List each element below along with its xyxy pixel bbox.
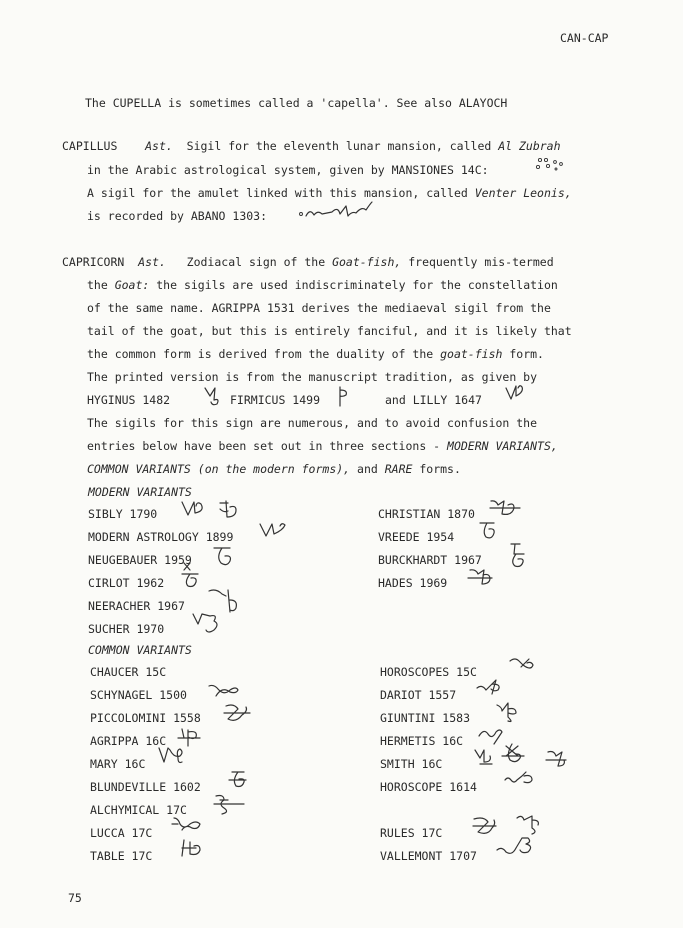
capillus-line-4: is recorded by ABANO 1303: xyxy=(87,209,268,223)
entry-dariot: DARIOT 1557 xyxy=(380,688,457,702)
capricorn-line-2 xyxy=(87,278,558,292)
firmicus-capricorn-sigil-icon xyxy=(334,384,354,408)
sibly-sigil-2-icon xyxy=(216,497,246,521)
capricorn-text-2a: the xyxy=(87,278,115,292)
capricorn-line-3: of the same name. AGRIPPA 1531 derives the mediaeval sigil from the xyxy=(87,301,551,315)
entry-sibly: SIBLY 1790 xyxy=(88,507,158,521)
capricorn-line-1 xyxy=(62,255,554,269)
hyginus-capricorn-sigil-icon xyxy=(202,384,226,408)
capricorn-line-7b: FIRMICUS 1499 xyxy=(230,393,321,407)
entry-neeracher: NEERACHER 1967 xyxy=(88,599,185,613)
capricorn-and: and xyxy=(350,462,385,476)
capricorn-text-5a: the common form is derived from the duality of the xyxy=(87,347,441,361)
hades-sigil-icon xyxy=(466,566,496,590)
capricorn-line-8: The sigils for this sign are numerous, and to avoid confusion the xyxy=(87,416,538,430)
entry-piccolomini: PICCOLOMINI 1558 xyxy=(90,711,201,725)
rules-sigil-2-icon xyxy=(514,812,542,836)
capillus-text-3: A sigil for the amulet linked with this mansion, called xyxy=(87,186,475,200)
sucher-sigil-icon xyxy=(190,610,224,638)
smith-sigil-2-icon xyxy=(500,742,528,768)
entry-hermetis: HERMETIS 16C xyxy=(380,734,464,748)
entry-vallemont: VALLEMONT 1707 xyxy=(380,849,477,863)
entry-table: TABLE 17C xyxy=(90,849,153,863)
table-sigil-icon xyxy=(176,836,206,862)
entry-smith: SMITH 16C xyxy=(380,757,443,771)
capricorn-goat-fish: Goat-fish, xyxy=(332,255,402,269)
horoscope-1614-sigil-icon xyxy=(502,768,538,790)
capillus-al-zubrah: Al Zubrah xyxy=(498,139,561,153)
entry-vreede: VREEDE 1954 xyxy=(378,530,455,544)
cupella-note: The CUPELLA is sometimes called a 'capella'. See also ALAYOCH xyxy=(85,96,508,110)
smith-sigil-1-icon xyxy=(472,746,496,770)
vreede-sigil-icon xyxy=(476,518,504,542)
vallemont-sigil-icon xyxy=(494,834,534,860)
modern-astrology-sigil-icon xyxy=(257,520,291,542)
entry-hades: HADES 1969 xyxy=(378,576,448,590)
capillus-line-2: in the Arabic astrological system, given by MANSIONES 14C: xyxy=(87,163,489,177)
entry-rules: RULES 17C xyxy=(380,826,443,840)
schynagel-sigil-icon xyxy=(206,680,242,702)
entry-blundeville: BLUNDEVILLE 1602 xyxy=(90,780,201,794)
burckhardt-sigil-icon xyxy=(506,540,532,570)
entry-lucca: LUCCA 17C xyxy=(90,826,153,840)
capricorn-line-4: tail of the goat, but this is entirely fanciful, and it is likely that xyxy=(87,324,572,338)
capricorn-headword: CAPRICORN xyxy=(62,255,125,269)
smith-sigil-3-icon xyxy=(544,748,568,772)
capricorn-goat: Goat: xyxy=(114,278,150,292)
entry-horoscope: HOROSCOPE 1614 xyxy=(380,780,477,794)
capricorn-text-1a: Zodiacal sign of the xyxy=(186,255,333,269)
capricorn-text-2c: the sigils are used indiscriminately for the constellation xyxy=(149,278,558,292)
entry-horoscopes: HOROSCOPES 15C xyxy=(380,665,477,679)
entry-mary: MARY 16C xyxy=(90,757,146,771)
capricorn-line-10 xyxy=(87,462,461,476)
capillus-tag: Ast. xyxy=(145,139,173,153)
capricorn-line-7a: HYGINUS 1482 xyxy=(87,393,171,407)
mary-sigil-icon xyxy=(156,744,186,770)
dariot-sigil-icon xyxy=(474,676,504,698)
horoscopes-sigil-icon xyxy=(507,653,537,677)
cirlot-sigil-icon xyxy=(176,560,206,590)
capillus-line-1 xyxy=(62,139,561,153)
capricorn-tag: Ast. xyxy=(138,255,166,269)
mansiones-dot-sigil-icon xyxy=(534,156,568,174)
capricorn-line-7c: and LILLY 1647 xyxy=(385,393,482,407)
section-modern-variants: MODERN VARIANTS xyxy=(88,485,192,499)
entry-burckhardt: BURCKHARDT 1967 xyxy=(378,553,482,567)
christian-sigil-icon xyxy=(488,496,524,520)
entry-modern-astrology: MODERN ASTROLOGY 1899 xyxy=(88,530,234,544)
capricorn-line-5 xyxy=(87,347,544,361)
capricorn-common-variants-ref: COMMON VARIANTS (on the modern forms), xyxy=(87,462,351,476)
blundeville-sigil-icon xyxy=(226,768,250,792)
entry-neugebauer: NEUGEBAUER 1959 xyxy=(88,553,192,567)
capricorn-goat-fish-2: goat-fish xyxy=(440,347,503,361)
capricorn-text-9a: entries below have been set out in three sections - xyxy=(87,439,448,453)
abano-sigil-icon xyxy=(296,198,374,222)
capricorn-text-1c: frequently mis-termed xyxy=(401,255,554,269)
neugebauer-sigil-icon xyxy=(210,543,238,569)
capricorn-modern-variants-ref: MODERN VARIANTS, xyxy=(447,439,558,453)
capricorn-line-9 xyxy=(87,439,558,453)
lucca-sigil-icon xyxy=(170,814,204,836)
entry-schynagel: SCHYNAGEL 1500 xyxy=(90,688,187,702)
piccolomini-sigil-icon xyxy=(222,701,252,725)
capricorn-line-6: The printed version is from the manuscript tradition, as given by xyxy=(87,370,538,384)
capillus-text-1: Sigil for the eleventh lunar mansion, called xyxy=(186,139,499,153)
entry-alchymical: ALCHYMICAL 17C xyxy=(90,803,187,817)
sibly-sigil-1-icon xyxy=(179,497,209,519)
running-head: CAN-CAP xyxy=(560,31,609,45)
capricorn-rare-ref: RARE xyxy=(384,462,413,476)
capricorn-text-5c: form. xyxy=(502,347,544,361)
section-common-variants: COMMON VARIANTS xyxy=(88,643,192,657)
lilly-capricorn-sigil-icon xyxy=(504,382,528,404)
entry-agrippa: AGRIPPA 16C xyxy=(90,734,167,748)
capillus-venter-leonis: Venter Leonis, xyxy=(474,186,572,200)
entry-giuntini: GIUNTINI 1583 xyxy=(380,711,471,725)
entry-christian: CHRISTIAN 1870 xyxy=(378,507,475,521)
entry-chaucer: CHAUCER 15C xyxy=(90,665,167,679)
alchymical-sigil-icon xyxy=(210,792,246,816)
capricorn-forms: forms. xyxy=(412,462,461,476)
entry-sucher: SUCHER 1970 xyxy=(88,622,165,636)
giuntini-sigil-icon xyxy=(494,699,522,725)
page-number: 75 xyxy=(68,891,82,905)
entry-cirlot: CIRLOT 1962 xyxy=(88,576,165,590)
capillus-headword: CAPILLUS xyxy=(62,139,118,153)
